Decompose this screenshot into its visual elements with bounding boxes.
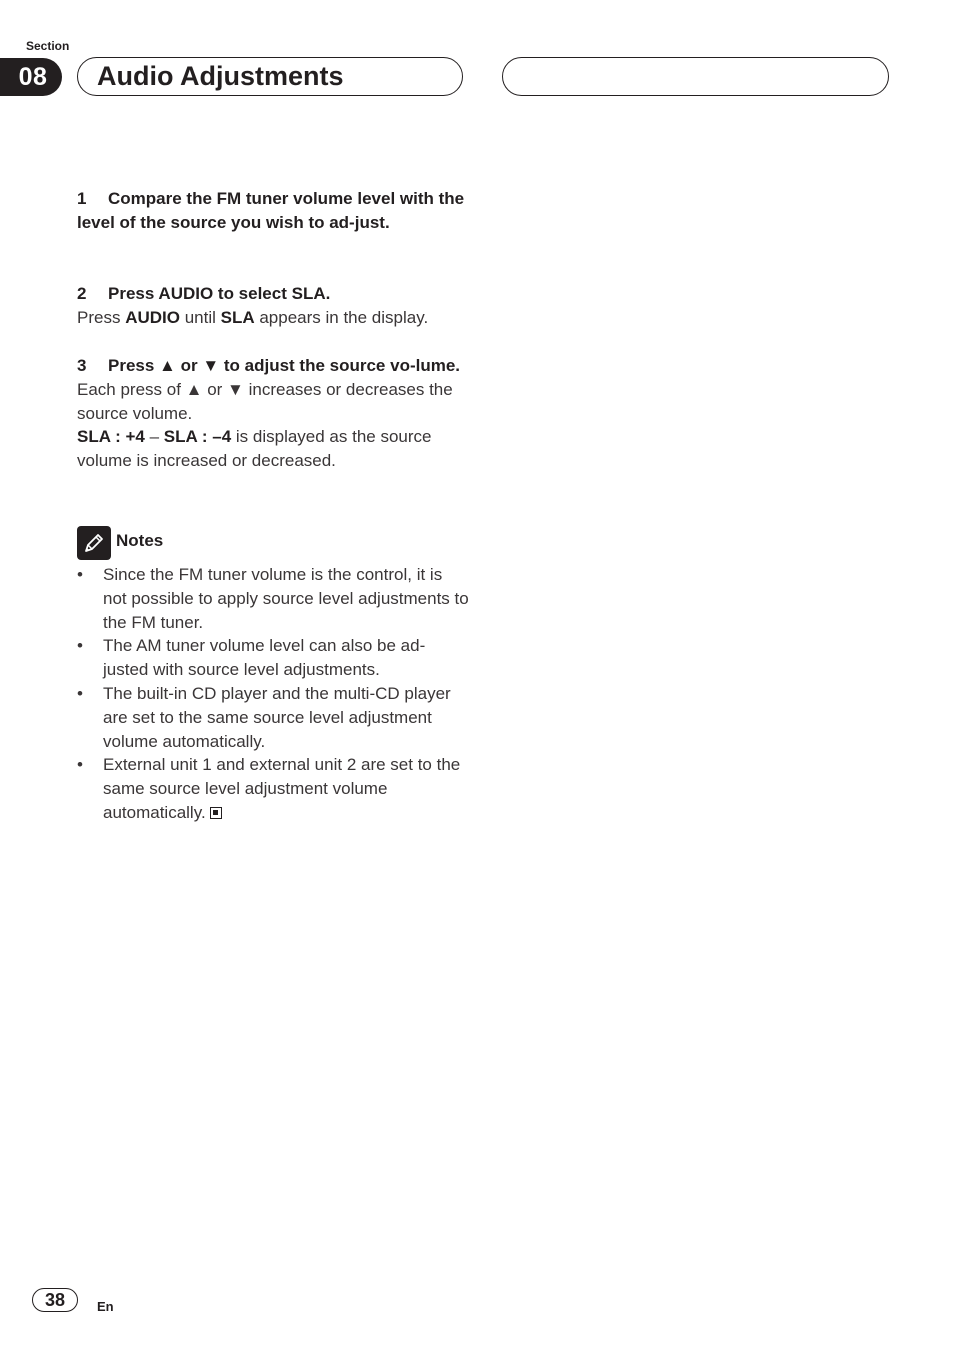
body-text: Press [77,307,126,327]
body-bold: SLA : +4 [77,427,145,447]
step-number: 1 [77,189,87,208]
notes-title: Notes [116,531,164,550]
step-2 [77,282,469,330]
notes-list [77,563,469,825]
note-text: The AM tuner volume level can also be ad-justed with source level adjustments. [103,636,426,680]
step-3 [77,354,469,473]
page-title: Audio Adjustments [97,61,344,91]
page-number: 38 [32,1288,78,1312]
body-text: is displayed as the source volume is increased or decreased. [77,427,432,471]
body-text: until [179,307,221,327]
step-2-body [77,306,469,330]
step-heading-text: Compare the FM tuner volume level with the level of the source you wish to ad-just. [77,189,465,232]
step-number: 2 [77,284,87,303]
body-text: – [144,427,164,447]
step-3-heading [77,354,469,378]
note-text: External unit 1 and external unit 2 are set to the same source level adjustment volume automatically. [103,755,461,822]
list-item: • The AM tuner volume level can also be ad-justed with source level adjustments. [77,636,426,680]
step-heading-text: Press AUDIO to select SLA. [108,284,331,303]
list-item: • Since the FM tuner volume is the control, it is not possible to apply source level adjustments to the FM tuner. [77,565,469,632]
step-heading-text: Press ▲ or ▼ to adjust the source vo-lume. [108,356,461,375]
pencil-icon [77,526,111,560]
step-1 [77,187,469,235]
body-bold: SLA [220,307,255,327]
body-bold: AUDIO [125,307,180,327]
step-3-body-1: Each press of ▲ or ▼ increases or decreases the source volume. [77,379,453,423]
step-2-heading [77,282,469,306]
section-label: Section [26,39,70,53]
end-of-section-icon [210,807,222,819]
right-header-frame [502,57,889,96]
language-label: En [97,1299,114,1314]
list-item: • The built-in CD player and the multi-CD player are set to the same source level adjustment volume automatically. [77,683,451,751]
body-text: appears in the display. [254,307,429,327]
note-text: Since the FM tuner volume is the control, it is not possible to apply source level adjustments to the FM tuner. [103,565,469,632]
list-item: • External unit 1 and external unit 2 are set to the same source level adjustment volume automatically. [77,755,461,822]
step-number: 3 [77,356,87,375]
step-3-body-2 [77,425,469,473]
section-number-badge: 08 [0,58,62,96]
step-1-heading [77,187,469,235]
body-bold: SLA : –4 [163,427,232,447]
note-text: The built-in CD player and the multi-CD player are set to the same source level adjustment volume automatically. [103,683,451,751]
